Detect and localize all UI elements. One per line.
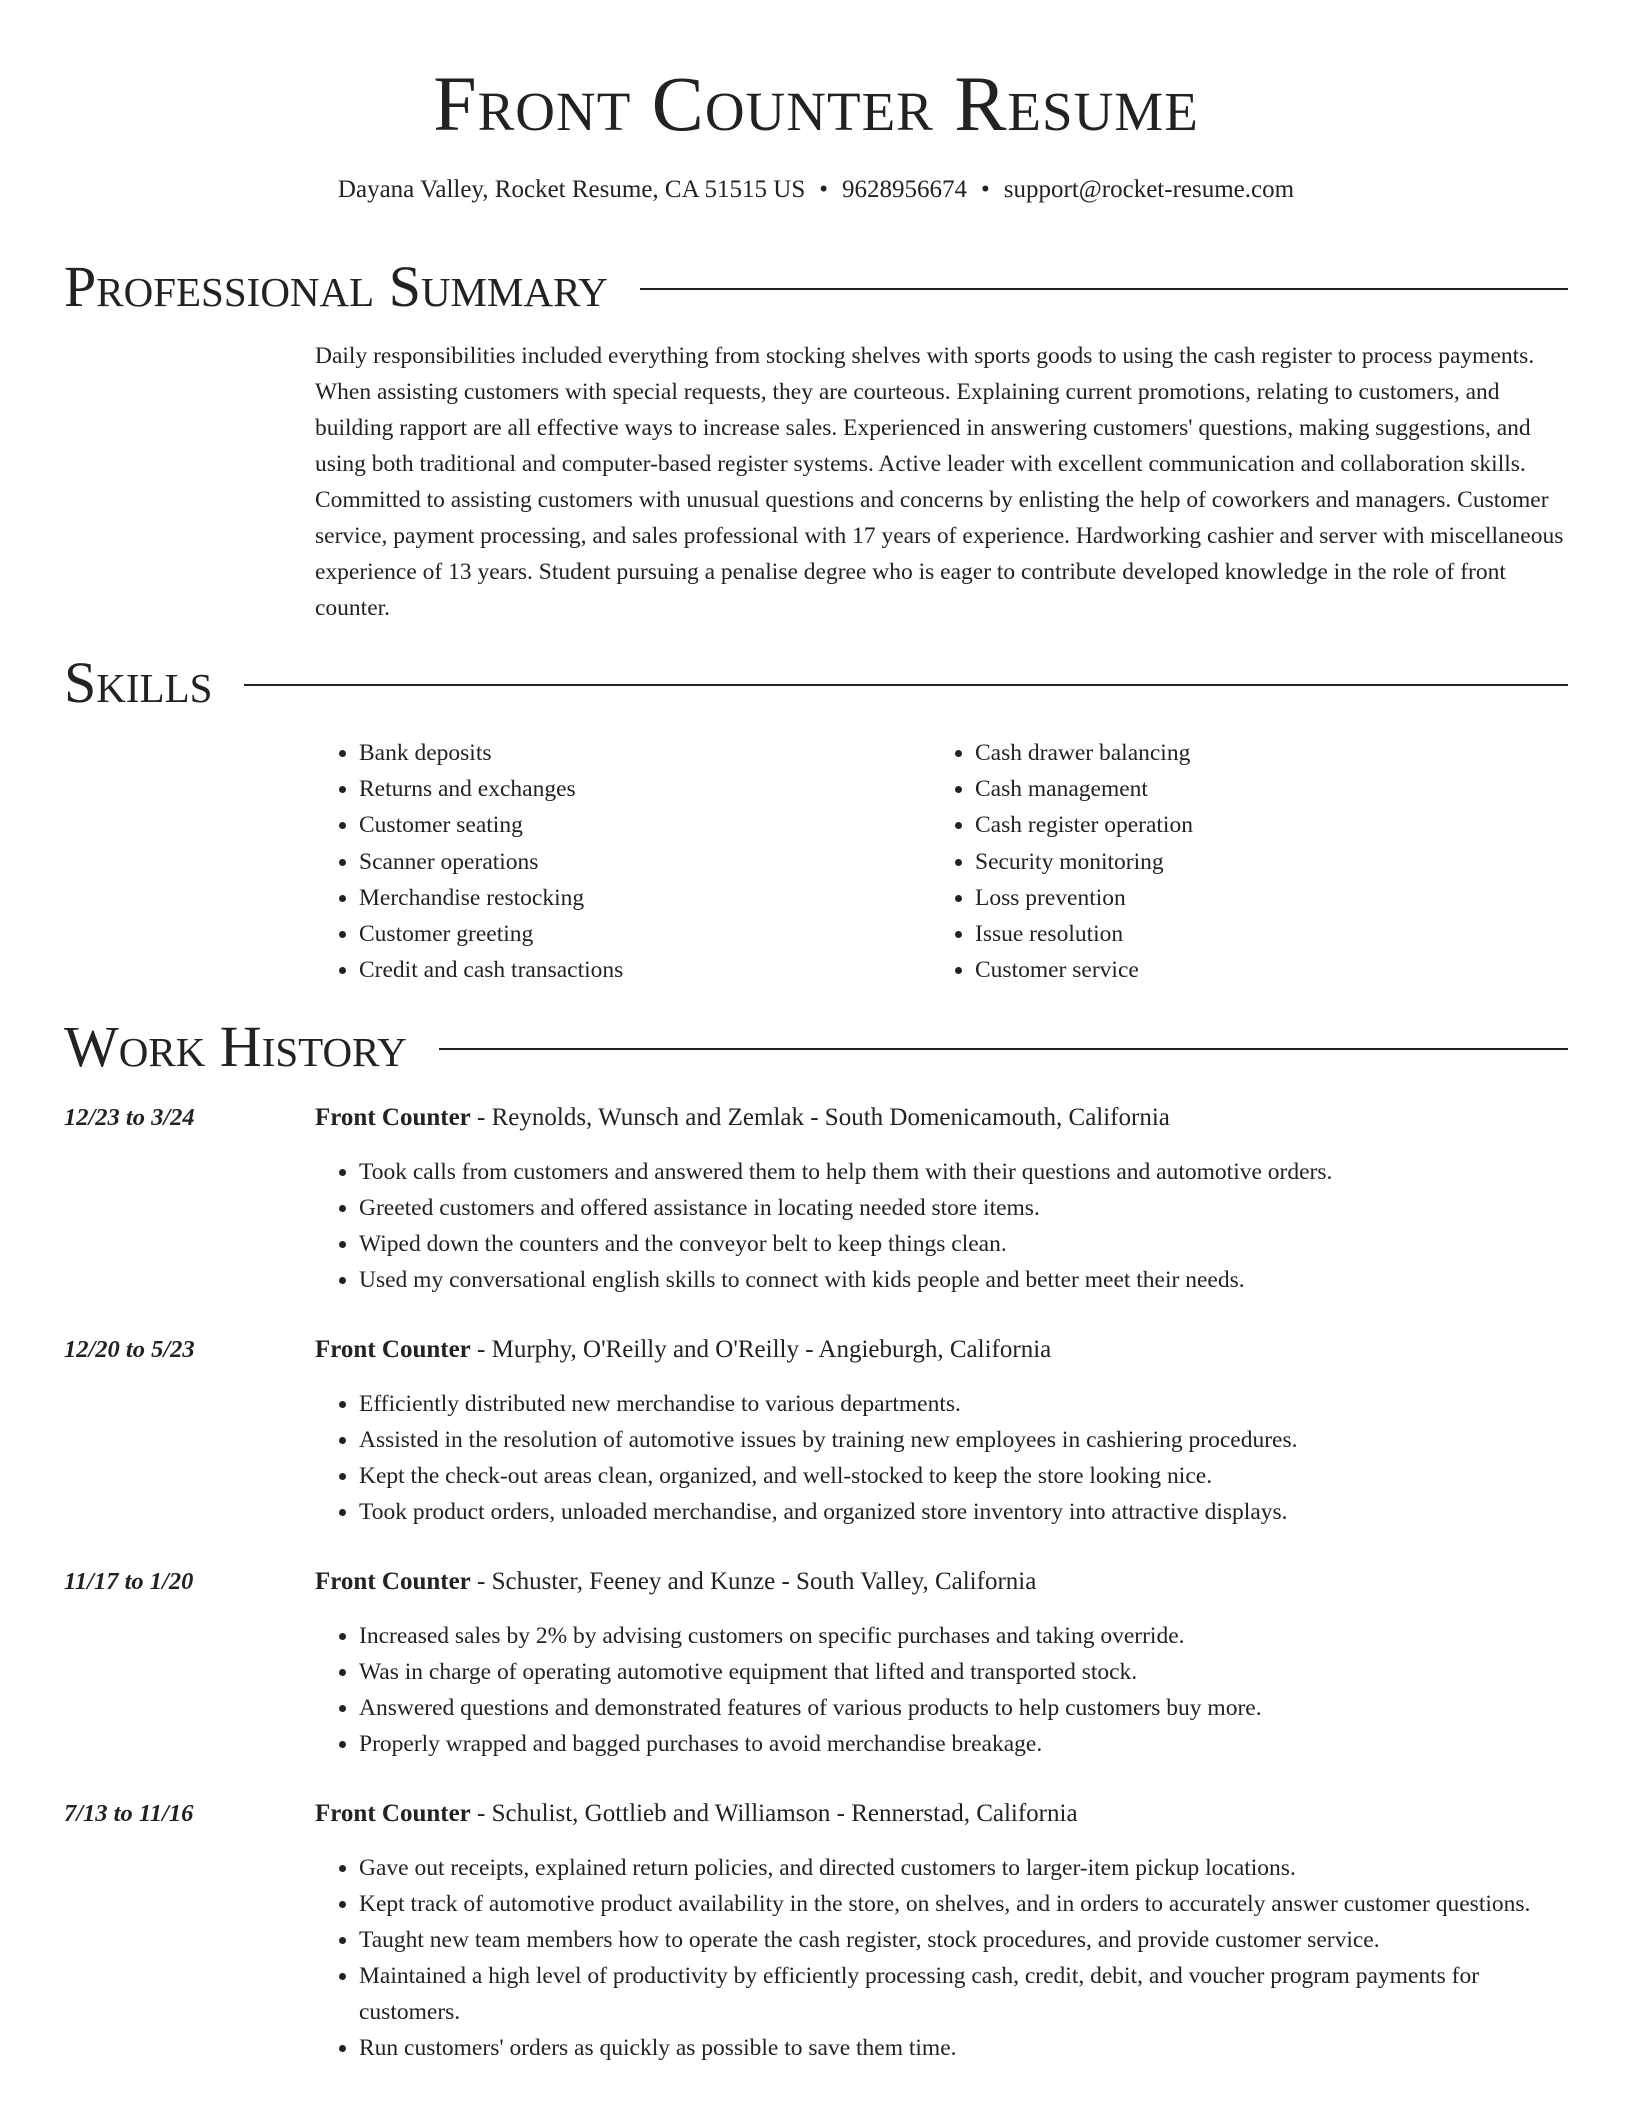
job-title: Front Counter [315,1800,471,1827]
job-bullet: • Assisted in the resolution of automotive issues by training new employees in cashiering procedures. [359,1422,1568,1458]
job-bullet: • Properly wrapped and bagged purchases to avoid merchandise breakage. [359,1726,1568,1762]
job-title: Front Counter [315,1568,471,1595]
job-dates: 12/20 to 5/23 [64,1336,195,1363]
contact-address: Dayana Valley, Rocket Resume, CA 51515 US [337,176,806,203]
job-bullets [315,1850,1568,2066]
job-bullet: • Increased sales by 2% by advising customers on specific purchases and taking override. [359,1618,1568,1654]
skills-heading: Skills [64,650,213,715]
skills-column-left [315,735,931,988]
job-bullet: • Efficiently distributed new merchandise to various departments. [359,1386,1568,1422]
skill-item: • Cash drawer balancing [975,735,1547,771]
job-dates: 12/23 to 3/24 [64,1104,195,1131]
contact-line [0,172,1632,208]
contact-separator: • [819,176,828,203]
job-employer: - Schuster, Feeney and Kunze - South Valley, California [470,1568,1037,1595]
summary-section-header [64,252,1568,322]
skill-item: • Returns and exchanges [359,771,931,807]
section-divider [244,684,1568,686]
skill-item: • Issue resolution [975,916,1547,952]
job-bullet: • Gave out receipts, explained return policies, and directed customers to larger-item pickup locations. [359,1850,1568,1886]
skill-item: • Customer seating [359,807,931,843]
job-bullets [315,1154,1568,1298]
contact-phone: 9628956674 [842,176,967,203]
work-section-header [64,1012,1568,1082]
job-dates: 7/13 to 11/16 [64,1800,194,1827]
skill-item: • Cash register operation [975,807,1547,843]
summary-text: Daily responsibilities included everything from stocking shelves with sports goods to using the cash register to process payments. When assisting customers with special requests, they are courteous. Explaining current promotions, relating to customers, and building rapport are all effective ways to increase sales. Experienced in answering customers' questions, making suggestions, and using both traditional and computer-based register systems. Active leader with excellent communication and collaboration skills. Committed to assisting customers with unusual questions and concerns by enlisting the help of coworkers and managers. Customer service, payment processing, and sales professional with 17 years of experience. Hardworking cashier and server with miscellaneous experience of 13 years. Student pursuing a penalise degree who is eager to contribute developed knowledge in the role of front counter. [315,343,1564,621]
job-bullet: • Took calls from customers and answered them to help them with their questions and automotive orders. [359,1154,1568,1190]
job-bullet: • Was in charge of operating automotive equipment that lifted and transported stock. [359,1654,1568,1690]
job-bullet: • Wiped down the counters and the conveyor belt to keep things clean. [359,1226,1568,1262]
job-bullet: • Answered questions and demonstrated features of various products to help customers buy more. [359,1690,1568,1726]
job-title: Front Counter [315,1104,471,1131]
job-employer: - Murphy, O'Reilly and O'Reilly - Angieburgh, California [470,1336,1052,1363]
job-bullet: • Took product orders, unloaded merchandise, and organized store inventory into attractive displays. [359,1494,1568,1530]
job-bullet: • Taught new team members how to operate the cash register, stock procedures, and provide customer service. [359,1922,1568,1958]
job-bullet: • Maintained a high level of productivity by efficiently processing cash, credit, debit, and voucher program payments for customers. [359,1958,1568,2030]
summary-heading: Professional Summary [64,254,608,319]
skill-item: • Loss prevention [975,880,1547,916]
skills-column-right [931,735,1547,988]
skill-item: • Customer service [975,952,1547,988]
job-title: Front Counter [315,1336,471,1363]
skill-item: • Credit and cash transactions [359,952,931,988]
skills-list [315,735,1570,988]
job-bullet: • Kept track of automotive product availability in the store, on shelves, and in orders to accurately answer customer questions. [359,1886,1568,1922]
job-heading [315,1564,1036,1600]
job-heading [315,1796,1078,1832]
contact-email: support@rocket-resume.com [1003,176,1295,203]
job-bullet: • Used my conversational english skills to connect with kids people and better meet their needs. [359,1262,1568,1298]
skills-section-header [64,648,1568,718]
job-dates: 11/17 to 1/20 [64,1568,194,1595]
job-heading [315,1100,1170,1136]
section-divider [640,288,1568,290]
skill-item: • Bank deposits [359,735,931,771]
job-bullet: • Greeted customers and offered assistance in locating needed store items. [359,1190,1568,1226]
contact-separator: • [981,176,990,203]
skill-item: • Security monitoring [975,844,1547,880]
job-heading [315,1332,1051,1368]
skill-item: • Merchandise restocking [359,880,931,916]
job-bullets [315,1386,1568,1530]
section-divider [439,1048,1568,1050]
job-bullets [315,1618,1568,1762]
resume-title: Front Counter Resume [433,60,1199,147]
job-bullet: • Run customers' orders as quickly as possible to save them time. [359,2030,1568,2066]
work-heading: Work History [64,1014,407,1079]
skill-item: • Cash management [975,771,1547,807]
skill-item: • Scanner operations [359,844,931,880]
job-employer: - Schulist, Gottlieb and Williamson - Rennerstad, California [470,1800,1078,1827]
skill-item: • Customer greeting [359,916,931,952]
job-bullet: • Kept the check-out areas clean, organized, and well-stocked to keep the store looking nice. [359,1458,1568,1494]
job-employer: - Reynolds, Wunsch and Zemlak - South Domenicamouth, California [470,1104,1170,1131]
